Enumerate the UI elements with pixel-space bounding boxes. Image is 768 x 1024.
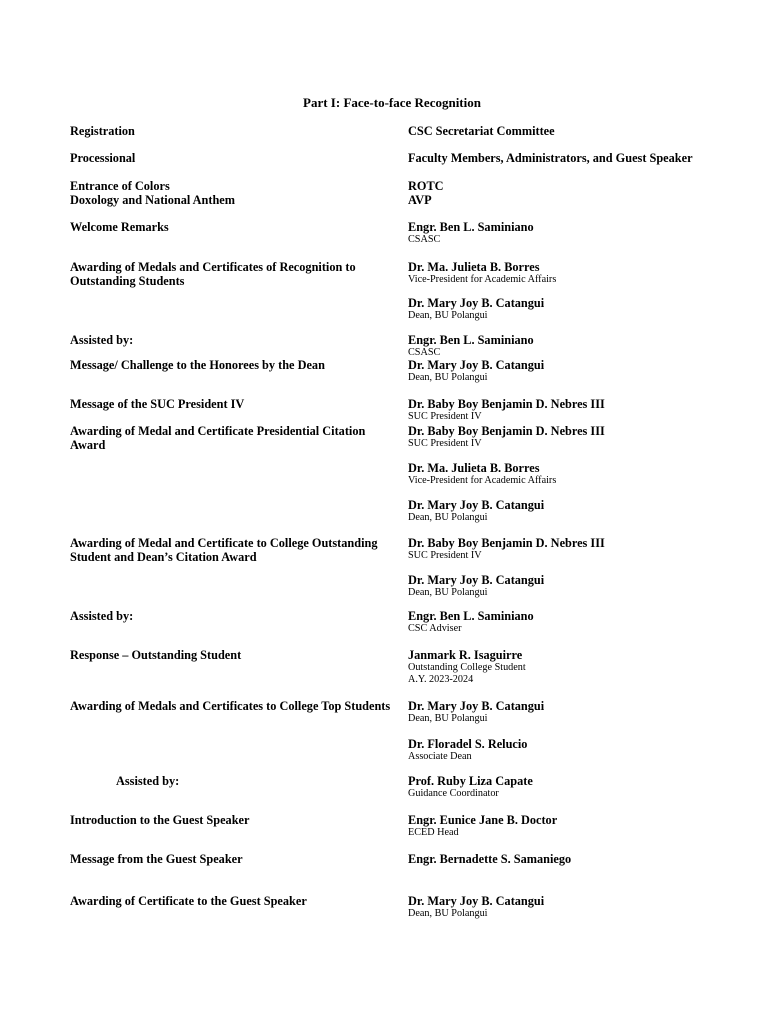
participant-name: Dr. Mary Joy B. Catangui bbox=[408, 358, 545, 372]
activity-item: Awarding of Medals and Certificates to College Top Students bbox=[70, 699, 391, 713]
participant-entry bbox=[408, 699, 698, 725]
participant-entry bbox=[408, 609, 698, 635]
participant-name: Dr. Mary Joy B. Catangui bbox=[408, 498, 545, 512]
participant-role: Dean, BU Polangui bbox=[408, 587, 488, 598]
participant-role: Outstanding College Student bbox=[408, 662, 526, 673]
participant-role: ECED Head bbox=[408, 827, 459, 838]
participant-entry bbox=[408, 358, 698, 384]
participant-entry bbox=[408, 461, 698, 487]
participant-entry bbox=[408, 536, 698, 562]
activity-item: Introduction to the Guest Speaker bbox=[70, 813, 250, 827]
participant-entry bbox=[408, 220, 698, 246]
participant-role: Dean, BU Polangui bbox=[408, 713, 488, 724]
participant-name: Dr. Mary Joy B. Catangui bbox=[408, 894, 545, 908]
activity-item: Message from the Guest Speaker bbox=[70, 852, 243, 866]
participant-name: AVP bbox=[408, 193, 432, 207]
participant-entry bbox=[408, 124, 698, 138]
participant-role: Dean, BU Polangui bbox=[408, 310, 488, 321]
participant-role: Vice-President for Academic Affairs bbox=[408, 475, 557, 486]
participant-name: Engr. Ben L. Saminiano bbox=[408, 609, 534, 623]
participant-role: CSASC bbox=[408, 234, 441, 245]
participant-role: SUC President IV bbox=[408, 411, 482, 422]
participant-name: Engr. Ben L. Saminiano bbox=[408, 333, 534, 347]
participant-entry bbox=[408, 498, 698, 524]
participant-name: Prof. Ruby Liza Capate bbox=[408, 774, 533, 788]
participant-role: SUC President IV bbox=[408, 438, 482, 449]
activity-item: Message/ Challenge to the Honorees by the Dean bbox=[70, 358, 325, 372]
activity-item: Welcome Remarks bbox=[70, 220, 169, 234]
activity-item: Entrance of Colors bbox=[70, 179, 170, 193]
participant-role: Vice-President for Academic Affairs bbox=[408, 274, 557, 285]
participant-name: Dr. Ma. Julieta B. Borres bbox=[408, 461, 540, 475]
activity-item: Awarding of Certificate to the Guest Speaker bbox=[70, 894, 307, 908]
page-title: Part I: Face-to-face Recognition bbox=[303, 95, 481, 110]
participant-entry bbox=[408, 648, 698, 686]
participant-entry bbox=[408, 813, 698, 839]
participant-role: Guidance Coordinator bbox=[408, 788, 499, 799]
participant-entry bbox=[408, 737, 698, 763]
participant-role: Associate Dean bbox=[408, 751, 472, 762]
activity-item: Awarding of Medal and Certificate to College Outstanding Student and Dean’s Citation Award bbox=[70, 536, 378, 564]
activity-item: Assisted by: bbox=[116, 774, 180, 788]
participant-name: Dr. Floradel S. Relucio bbox=[408, 737, 528, 751]
participant-entry bbox=[408, 573, 698, 599]
participant-name: Dr. Mary Joy B. Catangui bbox=[408, 296, 545, 310]
activity-item: Message of the SUC President IV bbox=[70, 397, 245, 411]
activity-item: Doxology and National Anthem bbox=[70, 193, 236, 207]
participant-entry bbox=[408, 397, 698, 423]
activity-item: Registration bbox=[70, 124, 135, 138]
participant-name: Faculty Members, Administrators, and Guest Speaker bbox=[408, 151, 693, 165]
participant-entry bbox=[408, 193, 698, 207]
participant-entry bbox=[408, 260, 698, 286]
participant-entry bbox=[408, 333, 698, 359]
participant-name: Engr. Ben L. Saminiano bbox=[408, 220, 534, 234]
participant-name: ROTC bbox=[408, 179, 444, 193]
participant-entry bbox=[408, 151, 698, 165]
participant-entry bbox=[408, 296, 698, 322]
participant-entry bbox=[408, 774, 698, 800]
activity-item: Awarding of Medal and Certificate Presidential Citation Award bbox=[70, 424, 366, 452]
participant-name: Dr. Mary Joy B. Catangui bbox=[408, 573, 545, 587]
participant-name: Engr. Eunice Jane B. Doctor bbox=[408, 813, 558, 827]
participant-entry bbox=[408, 894, 698, 920]
activity-item: Processional bbox=[70, 151, 136, 165]
activity-item: Awarding of Medals and Certificates of Recognition to Outstanding Students bbox=[70, 260, 356, 288]
participant-entry bbox=[408, 424, 698, 450]
participant-entry bbox=[408, 852, 698, 866]
activity-item: Response – Outstanding Student bbox=[70, 648, 242, 662]
participant-role: Dean, BU Polangui bbox=[408, 512, 488, 523]
participant-role: A.Y. 2023-2024 bbox=[408, 674, 474, 685]
activity-item: Assisted by: bbox=[70, 609, 134, 623]
participant-role: Dean, BU Polangui bbox=[408, 908, 488, 919]
participant-name: Dr. Ma. Julieta B. Borres bbox=[408, 260, 540, 274]
participant-name: Janmark R. Isaguirre bbox=[408, 648, 523, 662]
participant-name: Dr. Baby Boy Benjamin D. Nebres III bbox=[408, 397, 605, 411]
participant-role: CSC Adviser bbox=[408, 623, 462, 634]
participant-role: Dean, BU Polangui bbox=[408, 372, 488, 383]
participant-name: Dr. Baby Boy Benjamin D. Nebres III bbox=[408, 536, 605, 550]
activity-item: Assisted by: bbox=[70, 333, 134, 347]
participant-role: CSASC bbox=[408, 347, 441, 358]
participant-name: Dr. Mary Joy B. Catangui bbox=[408, 699, 545, 713]
participant-name: CSC Secretariat Committee bbox=[408, 124, 555, 138]
participant-name: Engr. Bernadette S. Samaniego bbox=[408, 852, 572, 866]
participant-name: Dr. Baby Boy Benjamin D. Nebres III bbox=[408, 424, 605, 438]
participant-role: SUC President IV bbox=[408, 550, 482, 561]
participant-entry bbox=[408, 179, 698, 193]
